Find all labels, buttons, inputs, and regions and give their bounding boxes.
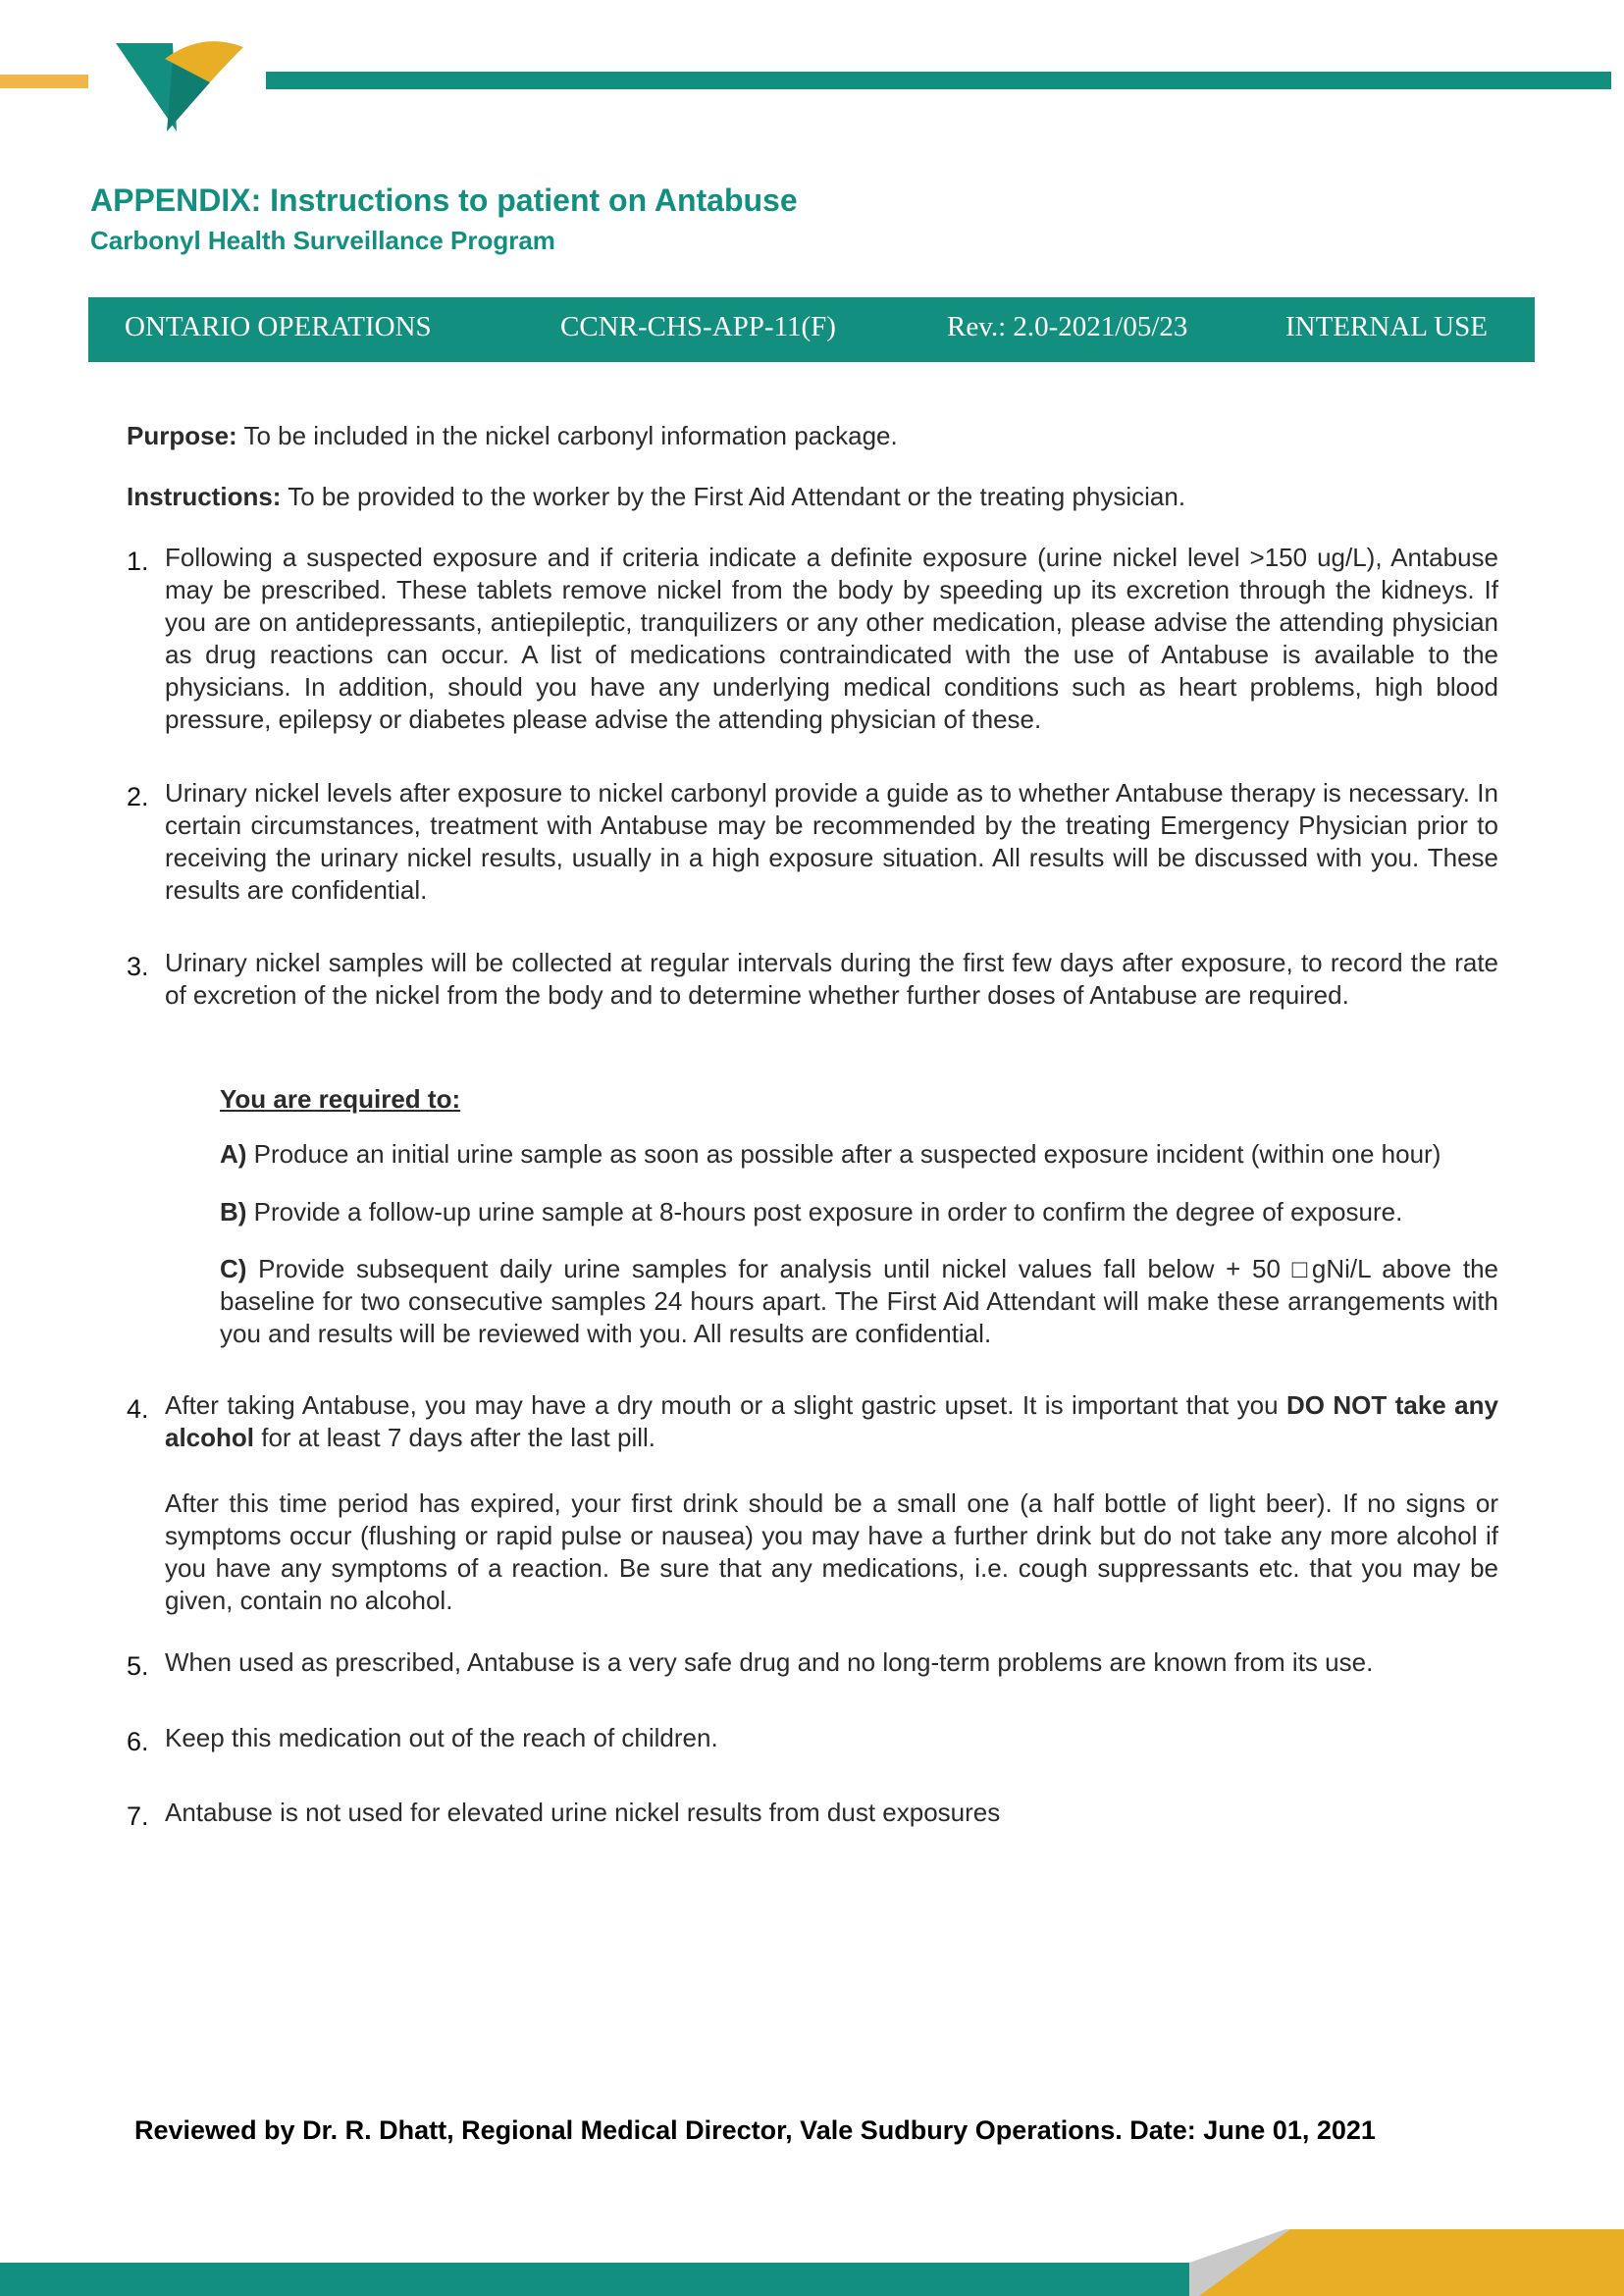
header-accent-bar-left	[0, 75, 88, 88]
required-item-b	[220, 1196, 1498, 1228]
required-item-c-text: Provide subsequent daily urine samples for analysis until nickel values fall below + 50 □gNi/L above the baseline for two consecutive samples 24 hours apart. The First Aid Attendant will make these arrangements with you and results will be reviewed with you. All results are confidential.	[220, 1254, 1498, 1348]
purpose-label: Purpose:	[127, 421, 237, 450]
required-item-a	[220, 1138, 1498, 1171]
required-item-a-label: A)	[220, 1139, 247, 1169]
list-item-text: Following a suspected exposure and if criteria indicate a definite exposure (urine nickel level >150 ug/L), Antabuse may be prescribed. These tablets remove nickel from the body by speeding up its excretion through the kidneys. If you are on antidepressants, antiepileptic, tranquilizers or any other medication, please advise the attending physician as drug reactions can occur. A list of medications contraindicated with the use of Antabuse is available to the physicians. In addition, should you have any underlying medical conditions such as heart problems, high blood pressure, epilepsy or diabetes please advise the attending physician of these.	[165, 543, 1498, 734]
purpose-paragraph	[127, 420, 1500, 452]
page-subtitle: Carbonyl Health Surveillance Program	[90, 226, 555, 255]
header-accent-bar-right	[266, 72, 1611, 89]
list-item-text	[165, 1389, 1498, 1454]
operations-label: ONTARIO OPERATIONS	[125, 311, 432, 342]
list-item-text: Urinary nickel levels after exposure to nickel carbonyl provide a guide as to whether Antabuse therapy is necessary. In certain circumstances, treatment with Antabuse may be recommended by the treating Emergency Physician prior to receiving the urinary nickel results, usually in a high exposure situation. All results will be discussed with you. These results are confidential.	[165, 778, 1498, 905]
list-item-number: 5.	[127, 1651, 149, 1681]
list-item-number: 1.	[127, 547, 149, 576]
list-item-number: 3.	[127, 952, 149, 981]
required-item-b-label: B)	[220, 1197, 247, 1226]
item-4-bold-warning: DO NOT take any alcohol	[165, 1390, 1498, 1452]
required-item-a-text: Produce an initial urine sample as soon as possible after a suspected exposure incident (within one hour)	[246, 1139, 1441, 1169]
item-4-text-before: After taking Antabuse, you may have a dry mouth or a slight gastric upset. It is important that you	[165, 1390, 1286, 1420]
list-item-text: When used as prescribed, Antabuse is a very safe drug and no long-term problems are known from its use.	[165, 1647, 1374, 1677]
instructions-text: To be provided to the worker by the First Aid Attendant or the treating physician.	[281, 482, 1186, 511]
required-item-c	[220, 1253, 1498, 1350]
required-item-c-label: C)	[220, 1254, 247, 1283]
list-item-number: 4.	[127, 1394, 149, 1424]
list-item-text: Urinary nickel samples will be collected at regular intervals during the first few days after exposure, to record the rate of excretion of the nickel from the body and to determine whether further doses of Antabuse are required.	[165, 948, 1498, 1010]
list-item-number: 7.	[127, 1801, 149, 1831]
item-4-followup-paragraph: After this time period has expired, your first drink should be a small one (a half bottle of light beer). If no signs or symptoms occur (flushing or rapid pulse or nausea) you may have a further drink but do not take any more alcohol if you have any symptoms of a reaction. Be sure that any medications, i.e. cough suppressants etc. that you may be given, contain no alcohol.	[165, 1488, 1498, 1615]
classification-label: INTERNAL USE	[1285, 311, 1488, 342]
instructions-label: Instructions:	[127, 482, 282, 511]
vale-logo-icon	[116, 37, 243, 131]
reviewed-by-footer: Reviewed by Dr. R. Dhatt, Regional Medical Director, Vale Sudbury Operations. Date: June 01, 2021	[134, 2115, 1376, 2145]
required-heading: You are required to:	[220, 1084, 461, 1114]
purpose-text: To be included in the nickel carbonyl information package.	[236, 421, 898, 450]
document-code: CCNR-CHS-APP-11(F)	[560, 311, 836, 342]
required-item-b-text: Provide a follow-up urine sample at 8-hours post exposure in order to confirm the degree of exposure.	[246, 1197, 1403, 1226]
list-item-number: 2.	[127, 782, 149, 811]
footer-accent-shape	[1178, 2225, 1624, 2296]
document-info-bar	[88, 297, 1535, 362]
revision-label: Rev.: 2.0-2021/05/23	[947, 311, 1188, 342]
list-item-text: Keep this medication out of the reach of children.	[165, 1723, 718, 1752]
instructions-paragraph	[127, 481, 1500, 513]
list-item-text: Antabuse is not used for elevated urine nickel results from dust exposures	[165, 1798, 1001, 1827]
page-title: APPENDIX: Instructions to patient on Antabuse	[90, 183, 798, 218]
list-item-number: 6.	[127, 1727, 149, 1756]
item-4-text-after: for at least 7 days after the last pill.	[254, 1423, 655, 1452]
